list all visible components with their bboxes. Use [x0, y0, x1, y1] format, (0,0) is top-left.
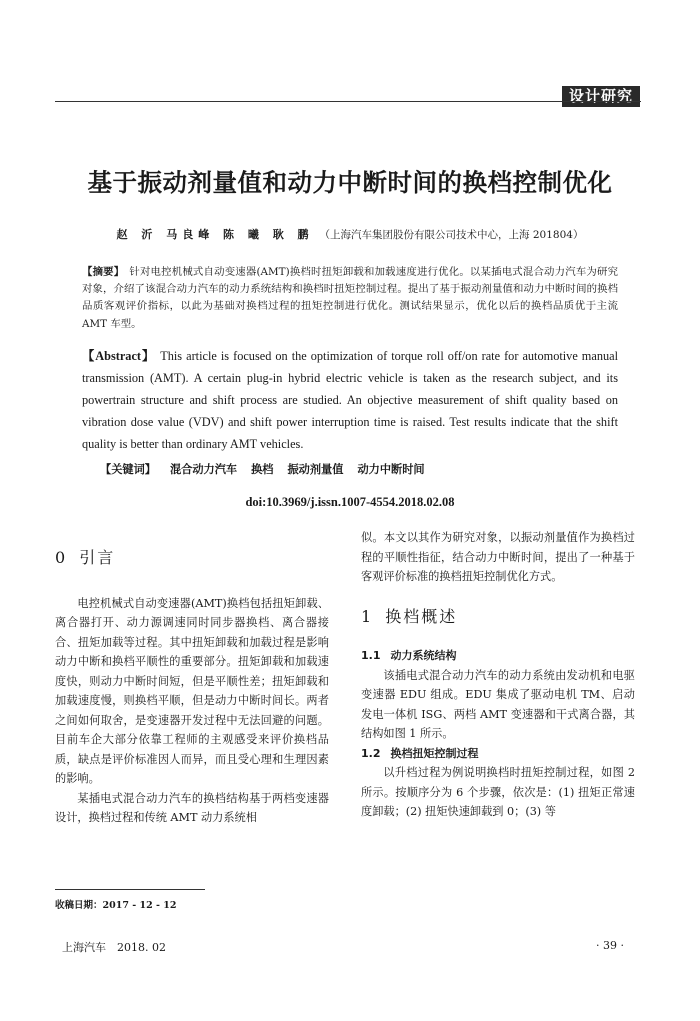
section-title: 换档概述 — [385, 606, 458, 626]
paragraph: 以升档过程为例说明换档时扭矩控制过程，如图 2 所示。按顺序分为 6 个步骤，依次是：(1) 扭矩正常速度卸载；(2) 扭矩快速卸载到 0；(3) 等 — [361, 766, 635, 818]
keywords — [100, 461, 600, 477]
journal-footer: 上海汽车 2018. 02 — [62, 941, 166, 954]
body-column-left — [55, 528, 329, 828]
abstract-chinese — [82, 264, 618, 333]
received-date: 收稿日期：2017 - 12 - 12 — [55, 900, 177, 911]
paragraph: 似。本文以其作为研究对象，以振动剂量值作为换档过程的平顺性指征，结合动力中断时间，提出了一种基于客观评价标准的换档扭矩控制优化方式。 — [361, 531, 635, 583]
keyword-item: 混合动力汽车 — [169, 463, 238, 476]
keyword-item: 振动剂量值 — [287, 463, 344, 476]
page-number: · 39 · — [596, 939, 624, 952]
authors-line — [60, 226, 640, 242]
paragraph: 该插电式混合动力汽车的动力系统由发动机和电驱变速器 EDU 组成。EDU 集成了驱动电机 TM、启动发电一体机 ISG、两档 AMT 变速器和干式离合器，其结构如图 1 所示。 — [361, 668, 635, 740]
footnote-rule — [55, 889, 205, 890]
subsection-title: 换档扭矩控制过程 — [390, 746, 479, 760]
abstract-en-text: This article is focused on the optimization of torque roll off/on rate for automotive manual transmission (AMT). A certain plug-in hybrid electric vehicle is taken as the research subject, and its powertrain structure and shift process are studied. An objective measurement of shift quality based on vibration dose value (VDV) and shift power interruption time is raised. Test results indicate that the shift quality is better than ordinary AMT vehicles. — [82, 349, 619, 451]
section-title: 引言 — [79, 548, 116, 567]
subsection-number: 1.2 — [361, 746, 381, 760]
subsection-title: 动力系统结构 — [390, 649, 457, 662]
section-number: 1 — [361, 606, 374, 626]
section-heading-0 — [55, 548, 329, 568]
abstract-cn-text: 针对电控机械式自动变速器(AMT)换档时扭矩卸载和加载速度进行优化。以某插电式混合动力汽车为研究对象，介绍了该混合动力汽车的动力系统结构和换档时扭矩控制过程。提出了基于振动剂量值和动力中断时间的换档品质客观评价指标，以此为基础对换档过程的扭矩控制进行优化。测试结果显示，优化以后的换档品质优于主流 AMT 车型。 — [82, 266, 618, 330]
subsection-heading-1-2 — [361, 744, 635, 764]
paper-title: 基于振动剂量值和动力中断时间的换档控制优化 — [87, 168, 613, 197]
keyword-item: 动力中断时间 — [357, 463, 425, 476]
paragraph: 电控机械式自动变速器(AMT)换档包括扭矩卸载、离合器打开、动力源调速同时同步器换档、离合器接合、扭矩加载等过程。其中扭矩卸载和加载过程是影响动力中断和换档平顺性的重要部分。扭矩卸载和加载速度快，则动力中断时间短，但是平顺性差；扭矩卸载和加载速度慢，则换档平顺，但是动力中断时间长。两者之间如何取舍，是变速器开发过程中无法回避的问题。目前车企大部分依靠工程师的主观感受来评价换档品质，缺点是评价标准因人而异，而且受心理和生理因素的影响。 — [55, 596, 329, 785]
author-names: 赵 沂 马良峰 陈 曦 耿 鹏 — [116, 228, 314, 241]
body-column-right — [361, 528, 635, 822]
section-tag: 设计研究 — [562, 86, 640, 107]
abstract-en-label: 【Abstract】 — [82, 349, 156, 363]
doi: doi:10.3969/j.issn.1007-4554.2018.02.08 — [245, 495, 455, 509]
section-heading-1 — [361, 607, 635, 627]
subsection-number: 1.1 — [361, 649, 381, 662]
subsection-heading-1-1 — [361, 646, 635, 666]
section-number: 0 — [55, 548, 68, 567]
keyword-item: 换档 — [251, 463, 274, 476]
abstract-english — [82, 345, 618, 455]
keywords-label: 【关键词】 — [100, 463, 156, 476]
header-rule — [55, 101, 641, 102]
paragraph: 某插电式混合动力汽车的换档结构基于两档变速器设计，换档过程和传统 AMT 动力系统相 — [55, 791, 329, 824]
abstract-cn-label: 【摘要】 — [82, 266, 125, 278]
author-affiliation: （上海汽车集团股份有限公司技术中心，上海 201804） — [319, 229, 584, 241]
